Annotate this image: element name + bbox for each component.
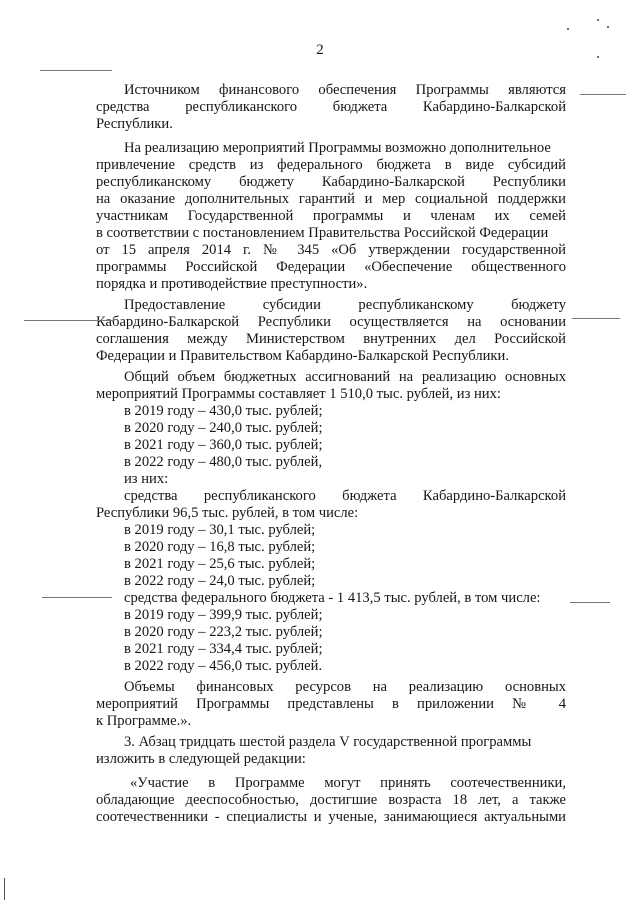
text-line: Кабардино-Балкарской Республики осуществляется на основании (96, 314, 566, 330)
text-line: средства республиканского бюджета Кабардино-Балкарской (96, 99, 566, 115)
text-line: к Программе.». (96, 713, 192, 729)
text-line: участникам Государственной программы и членам их семей (96, 208, 566, 224)
text-line: привлечение средств из федерального бюджета в виде субсидий (96, 157, 566, 173)
text-line: в 2020 году – 240,0 тыс. рублей; (124, 420, 323, 436)
text-line: мероприятий Программы составляет 1 510,0 тыс. рублей, из них: (96, 386, 501, 402)
text-line: средства федерального бюджета - 1 413,5 тыс. рублей, в том числе: (124, 590, 541, 606)
text-line: Общий объем бюджетных ассигнований на реализацию основных (124, 369, 566, 385)
text-line: в соответствии с постановлением Правительства Российской Федерации (96, 225, 549, 241)
text-line: соотечественники - специалисты и ученые, занимающиеся актуальными (96, 809, 566, 825)
text-line: Объемы финансовых ресурсов на реализацию основных (124, 679, 566, 695)
page-number: 2 (316, 42, 324, 58)
scan-line-lower-right (570, 602, 610, 603)
text-line: На реализацию мероприятий Программы возможно дополнительное (124, 140, 551, 156)
text-line: в 2022 году – 480,0 тыс. рублей, (124, 454, 323, 470)
scan-line-top-right (580, 94, 626, 95)
text-line: 3. Абзац тридцать шестой раздела V государственной программы (124, 734, 532, 750)
text-line: Республики 96,5 тыс. рублей, в том числе: (96, 505, 359, 521)
text-line: «Участие в Программе могут принять соотечественники, (130, 775, 566, 791)
text-line: в 2019 году – 30,1 тыс. рублей; (124, 522, 316, 538)
text-line: обладающие дееспособностью, достигшие возраста 18 лет, а также (96, 792, 566, 808)
text-line: программы Российской Федерации «Обеспечение общественного (96, 259, 566, 275)
text-line: в 2021 году – 334,4 тыс. рублей; (124, 641, 323, 657)
text-line: порядка и противодействие преступности». (96, 276, 368, 292)
scan-line-mid-left (24, 320, 114, 321)
text-line: в 2019 году – 399,9 тыс. рублей; (124, 607, 323, 623)
text-line: средства республиканского бюджета Кабардино-Балкарской (124, 488, 566, 504)
text-line: в 2021 году – 25,6 тыс. рублей; (124, 556, 316, 572)
scan-line-top (40, 70, 112, 71)
text-line: республиканскому бюджету Кабардино-Балкарской Республики (96, 174, 566, 190)
scan-line-lower-left (42, 597, 112, 598)
scan-speck (597, 19, 599, 21)
text-line: из них: (124, 471, 169, 487)
text-line: в 2019 году – 430,0 тыс. рублей; (124, 403, 323, 419)
text-line: в 2020 году – 223,2 тыс. рублей; (124, 624, 323, 640)
text-line: Источником финансового обеспечения Программы являются (124, 82, 566, 98)
text-line: изложить в следующей редакции: (96, 751, 306, 767)
text-line: Федерации и Правительством Кабардино-Балкарской Республики. (96, 348, 509, 364)
text-line: в 2020 году – 16,8 тыс. рублей; (124, 539, 316, 555)
scan-speck (567, 28, 569, 30)
text-line: от 15 апреля 2014 г. № 345 «Об утверждении государственной (96, 242, 566, 258)
scan-line-mid-right (572, 318, 620, 319)
text-line: в 2021 году – 360,0 тыс. рублей; (124, 437, 323, 453)
text-line: Республики. (96, 116, 173, 132)
text-line: в 2022 году – 24,0 тыс. рублей; (124, 573, 316, 589)
scan-speck (597, 56, 599, 58)
scan-edge-left (4, 878, 5, 900)
text-line: мероприятий Программы представлены в приложении № 4 (96, 696, 566, 712)
text-line: на оказание дополнительных гарантий и мер социальной поддержки (96, 191, 566, 207)
scan-speck (607, 26, 609, 28)
text-line: Предоставление субсидии республиканскому бюджету (124, 297, 566, 313)
text-line: соглашения между Министерством внутренних дел Российской (96, 331, 566, 347)
text-line: в 2022 году – 456,0 тыс. рублей. (124, 658, 323, 674)
